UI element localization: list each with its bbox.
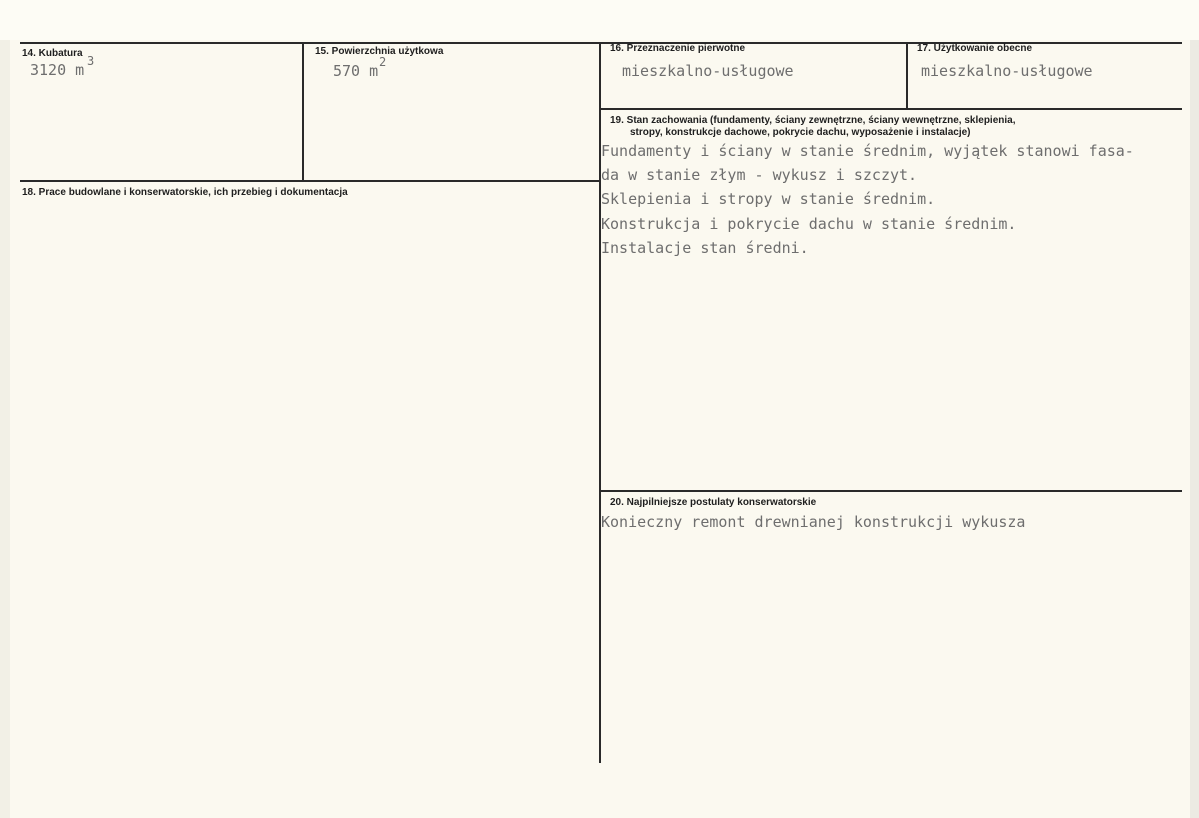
field-19-label-line1: 19. Stan zachowania (fundamenty, ściany zewnętrzne, ściany wewnętrzne, sklepienia, bbox=[610, 115, 1016, 126]
field-15-unit-exponent: 2 bbox=[379, 55, 387, 69]
card-left-edge bbox=[0, 40, 10, 818]
field-17-label: 17. Użytkowanie obecne bbox=[917, 43, 1033, 54]
field-20-label: 20. Najpilniejsze postulaty konserwatorskie bbox=[610, 497, 817, 508]
field-20-value: Konieczny remont drewnianej konstrukcji wykusza bbox=[601, 513, 1026, 531]
field-19-text-line: da w stanie złym - wykusz i szczyt. bbox=[601, 166, 918, 184]
card-right-edge bbox=[1190, 40, 1199, 818]
field-19-label-line2: stropy, konstrukcje dachowe, pokrycie dachu, wyposażenie i instalacje) bbox=[630, 127, 971, 138]
field-14-unit-exponent: 3 bbox=[87, 54, 95, 68]
field-19-text-line: Sklepienia i stropy w stanie średnim. bbox=[601, 190, 936, 208]
rule-above-20 bbox=[600, 490, 1182, 492]
rule-below-14-15 bbox=[20, 180, 600, 182]
field-16-label: 16. Przeznaczenie pierwotne bbox=[610, 43, 746, 54]
field-15-value: 570 m bbox=[333, 62, 379, 80]
field-14-label: 14. Kubatura bbox=[22, 48, 83, 59]
field-17-value: mieszkalno-usługowe bbox=[921, 62, 1093, 80]
divider-14-15 bbox=[302, 43, 304, 181]
field-19-text-line: Konstrukcja i pokrycie dachu w stanie średnim. bbox=[601, 215, 1017, 233]
card-top-margin bbox=[0, 0, 1199, 40]
field-16-value: mieszkalno-usługowe bbox=[622, 62, 794, 80]
divider-16-17 bbox=[906, 43, 908, 109]
field-15-label: 15. Powierzchnia użytkowa bbox=[315, 46, 444, 57]
rule-below-16-17 bbox=[600, 108, 1182, 110]
field-14-value: 3120 m bbox=[30, 61, 85, 79]
field-18-label: 18. Prace budowlane i konserwatorskie, ich przebieg i dokumentacja bbox=[22, 187, 348, 198]
field-19-text-line: Fundamenty i ściany w stanie średnim, wyjątek stanowi fasa- bbox=[601, 142, 1134, 160]
field-19-text-line: Instalacje stan średni. bbox=[601, 239, 809, 257]
